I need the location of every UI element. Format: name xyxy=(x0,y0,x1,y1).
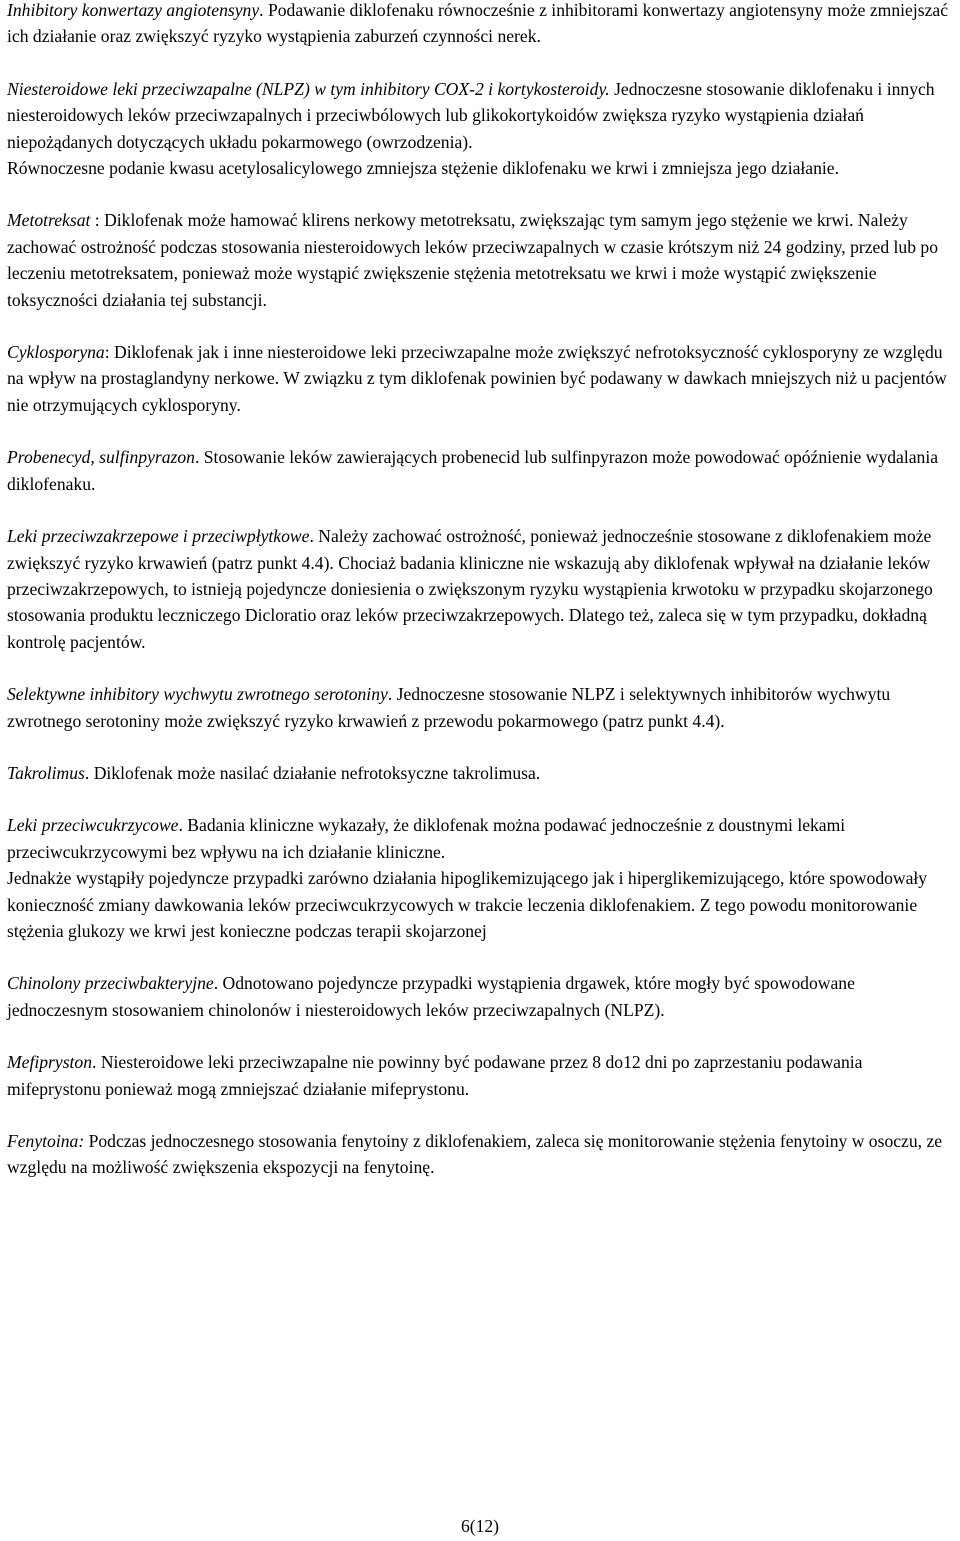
heading-mifepristone: Mefipryston xyxy=(7,1052,93,1073)
heading-cyclosporine: Cyklosporyna xyxy=(7,342,105,363)
heading-antidiabetics: Leki przeciwcukrzycowe xyxy=(7,815,179,836)
heading-ace-inhibitors: Inhibitory konwertazy angiotensyny xyxy=(7,0,260,20)
paragraph-asa: Równoczesne podanie kwasu acetylosalicylowego zmniejsza stężenie diklofenaku we krwi i zmniejsza jego działanie. xyxy=(7,158,839,179)
document-body xyxy=(7,0,957,1181)
paragraph-nsaid: Niesteroidowe leki przeciwzapalne (NLPZ) w tym inhibitory COX-2 i kortykosteroidy. Jednoczesne stosowanie diklofenaku i innych niesteroidowych leków przeciwzapalnych i przeciwbólowych lub glikokortykoidów zwiększa ryzyko wystąpienia działań niepożądanych dotyczących układu pokarmowego (owrzodzenia). xyxy=(7,78,935,152)
paragraph-phenytoin: Fenytoina: Podczas jednoczesnego stosowania fenytoiny z diklofenakiem, zaleca się monitorowanie stężenia fenytoiny w osoczu, ze względu na możliwość zwiększenia ekspozycji na fenytoinę. xyxy=(7,1131,943,1178)
paragraph-quinolones: Chinolony przeciwbakteryjne. Odnotowano pojedyncze przypadki wystąpienia drgawek, które mogły być spowodowane jednoczesnym stosowaniem chinolonów i niesteroidowych leków przeciwzapalnych (NLPZ). xyxy=(7,973,855,1020)
heading-methotrexate: Metotreksat xyxy=(7,210,91,231)
paragraph-probenecid: Probenecyd, sulfinpyrazon. Stosowanie leków zawierających probenecid lub sulfinpyrazon może powodować opóźnienie wydalania diklofenaku. xyxy=(7,447,939,494)
paragraph-mifepristone: Mefipryston. Niesteroidowe leki przeciwzapalne nie powinny być podawane przez 8 do12 dni po zaprzestaniu podawania mifeprystonu ponieważ mogą zmniejszać działanie mifeprystonu. xyxy=(7,1052,863,1099)
heading-tacrolimus: Takrolimus xyxy=(7,762,85,783)
paragraph-cyclosporine: Cyklosporyna: Diklofenak jak i inne niesteroidowe leki przeciwzapalne może zwiększyć nefrotoksyczność cyklosporyny ze względu na wpływ na prostaglandyny nerkowe. W związku z tym diklofenak powinien być podawany w dawkach mniejszych niż u pacjentów nie otrzymujących cyklosporyny. xyxy=(7,342,947,415)
paragraph-methotrexate: Metotreksat : Diklofenak może hamować klirens nerkowy metotreksatu, zwiększając tym samym jego stężenie we krwi. Należy zachować ostrożność podczas stosowania niesteroidowych leków przeciwzapalnych w czasie krótszym niż 24 godziny, przed lub po leczeniu metotreksatem, ponieważ może wystąpić zwiększenie stężenia metotreksatu we krwi i może wystąpić zwiększenie toksyczności działania tej substancji. xyxy=(7,210,939,310)
paragraph-ssri: Selektywne inhibitory wychwytu zwrotnego serotoniny. Jednoczesne stosowanie NLPZ i selektywnych inhibitorów wychwytu zwrotnego serotoniny może zwiększyć ryzyko krwawień z przewodu pokarmowego (patrz punkt 4.4). xyxy=(7,684,891,731)
paragraph-ace-inhibitors: Inhibitory konwertazy angiotensyny. Podawanie diklofenaku równocześnie z inhibitorami konwertazy angiotensyny może zmniejszać ich działanie oraz zwiększyć ryzyko wystąpienia zaburzeń czynności nerek. xyxy=(7,0,949,47)
heading-phenytoin: Fenytoina: xyxy=(7,1131,85,1151)
heading-ssri: Selektywne inhibitory wychwytu zwrotnego serotoniny xyxy=(7,684,388,705)
heading-nsaid: Niesteroidowe leki przeciwzapalne (NLPZ) w tym inhibitory COX-2 i kortykosteroidy. xyxy=(7,78,610,99)
heading-anticoagulants: Leki przeciwzakrzepowe i przeciwpłytkowe xyxy=(7,526,310,547)
paragraph-antidiabetics-2: Jednakże wystąpiły pojedyncze przypadki zarówno działania hipoglikemizującego jak i hiperglikemizującego, które spowodowały konieczność zmiany dawkowania leków przeciwcukrzycowych w trakcie leczenia diklofenakiem. Z tego powodu monitorowanie stężenia glukozy we krwi jest konieczne podczas terapii skojarzonej xyxy=(7,868,928,941)
paragraph-anticoagulants: Leki przeciwzakrzepowe i przeciwpłytkowe. Należy zachować ostrożność, ponieważ jednocześnie stosowane z diklofenakiem może zwiększyć ryzyko krwawień (patrz punkt 4.4). Chociaż badania kliniczne nie wskazują aby diklofenak wpływał na działanie leków przeciwzakrzepowych, to istnieją pojedyncze doniesienia o zwiększonym ryzyku wystąpienia krwotoku w przypadku skojarzonego stosowania produktu leczniczego Dicloratio oraz leków przeciwzakrzepowych. Dlatego też, zaleca się w tym przypadku, dokładną kontrolę pacjentów. xyxy=(7,526,933,652)
paragraph-antidiabetics: Leki przeciwcukrzycowe. Badania kliniczne wykazały, że diklofenak można podawać jednocześnie z doustnymi lekami przeciwcukrzycowymi bez wpływu na ich działanie kliniczne. xyxy=(7,815,846,862)
heading-probenecid: Probenecyd, sulfinpyrazon xyxy=(7,447,195,468)
heading-quinolones: Chinolony przeciwbakteryjne xyxy=(7,973,214,994)
page-number: 6(12) xyxy=(460,1516,500,1536)
paragraph-tacrolimus: Takrolimus. Diklofenak może nasilać działanie nefrotoksyczne takrolimusa. xyxy=(7,762,541,783)
